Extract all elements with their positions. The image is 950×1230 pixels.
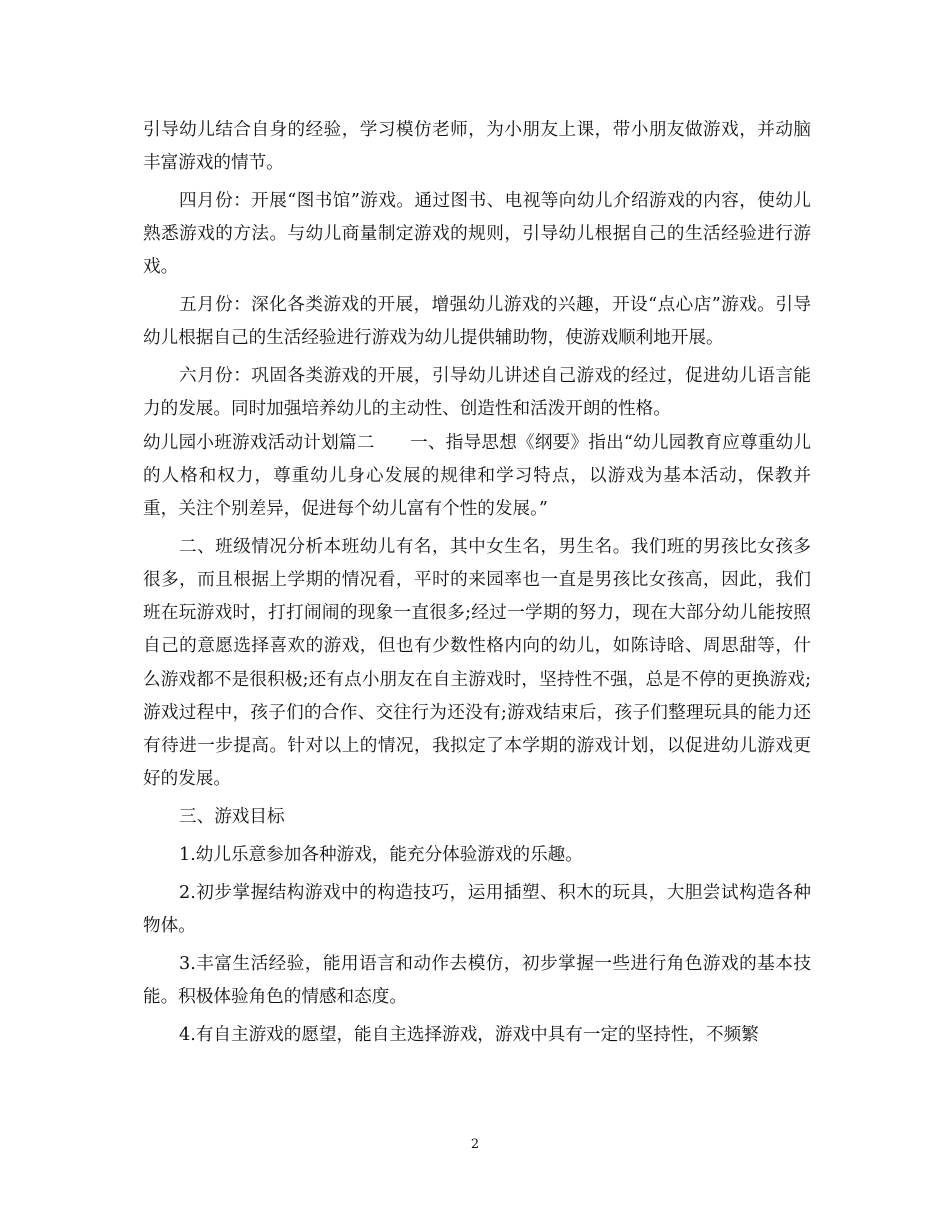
page-number: 2: [470, 1137, 480, 1152]
section-heading-paragraph: 幼儿园小班游戏活动计划篇二 一、指导思想《纲要》指出“幼儿园教育应尊重幼儿的人格和权力，尊重幼儿身心发展的规律和学习特点，以游戏为基本活动，保教并重，关注个别差异，促进每个幼儿富有个性的发展。”: [143, 432, 811, 520]
list-item: 4.有自主游戏的愿望，能自主选择游戏，游戏中具有一定的坚持性，不频繁: [179, 1024, 759, 1045]
document-body: [143, 114, 811, 1056]
paragraph: 六月份：巩固各类游戏的开展，引导幼儿讲述自己游戏的经过，促进幼儿语言能力的发展。同时加强培养幼儿的主动性、创造性和活泼开朗的性格。: [143, 366, 811, 420]
paragraph: 五月份：深化各类游戏的开展，增强幼儿游戏的兴趣，开设“点心店”游戏。引导幼儿根据自己的生活经验进行游戏为幼儿提供辅助物，使游戏顺利地开展。: [143, 295, 811, 349]
list-item: 3.丰富生活经验，能用语言和动作去模仿，初步掌握一些进行角色游戏的基本技能。积极体验角色的情感和态度。: [143, 953, 811, 1007]
paragraph: 二、班级情况分析本班幼儿有名，其中女生名，男生名。我们班的男孩比女孩多很多，而且根据上学期的情况看，平时的来园率也一直是男孩比女孩高，因此，我们班在玩游戏时，打打闹闹的现象一直很多;经过一学期的努力，现在大部分幼儿能按照自己的意愿选择喜欢的游戏，但也有少数性格内向的幼儿，如陈诗晗、周思甜等，什么游戏都不是很积极;还有点小朋友在自主游戏时，坚持性不强，总是不停的更换游戏;游戏过程中，孩子们的合作、交往行为还没有;游戏结束后，孩子们整理玩具的能力还有待进一步提高。针对以上的情况，我拟定了本学期的游戏计划，以促进幼儿游戏更好的发展。: [143, 536, 811, 790]
paragraph: 引导幼儿结合自身的经验，学习模仿老师，为小朋友上课，带小朋友做游戏，并动脑丰富游戏的情节。: [143, 120, 811, 174]
list-item: 1.幼儿乐意参加各种游戏，能充分体验游戏的乐趣。: [179, 844, 583, 865]
section-heading: 三、游戏目标: [179, 807, 285, 828]
paragraph: 四月份：开展“图书馆”游戏。通过图书、电视等向幼儿介绍游戏的内容，使幼儿熟悉游戏的方法。与幼儿商量制定游戏的规则，引导幼儿根据自己的生活经验进行游戏。: [143, 191, 811, 278]
list-item: 2.初步掌握结构游戏中的构造技巧，运用插塑、积木的玩具，大胆尝试构造各种物体。: [143, 882, 811, 936]
